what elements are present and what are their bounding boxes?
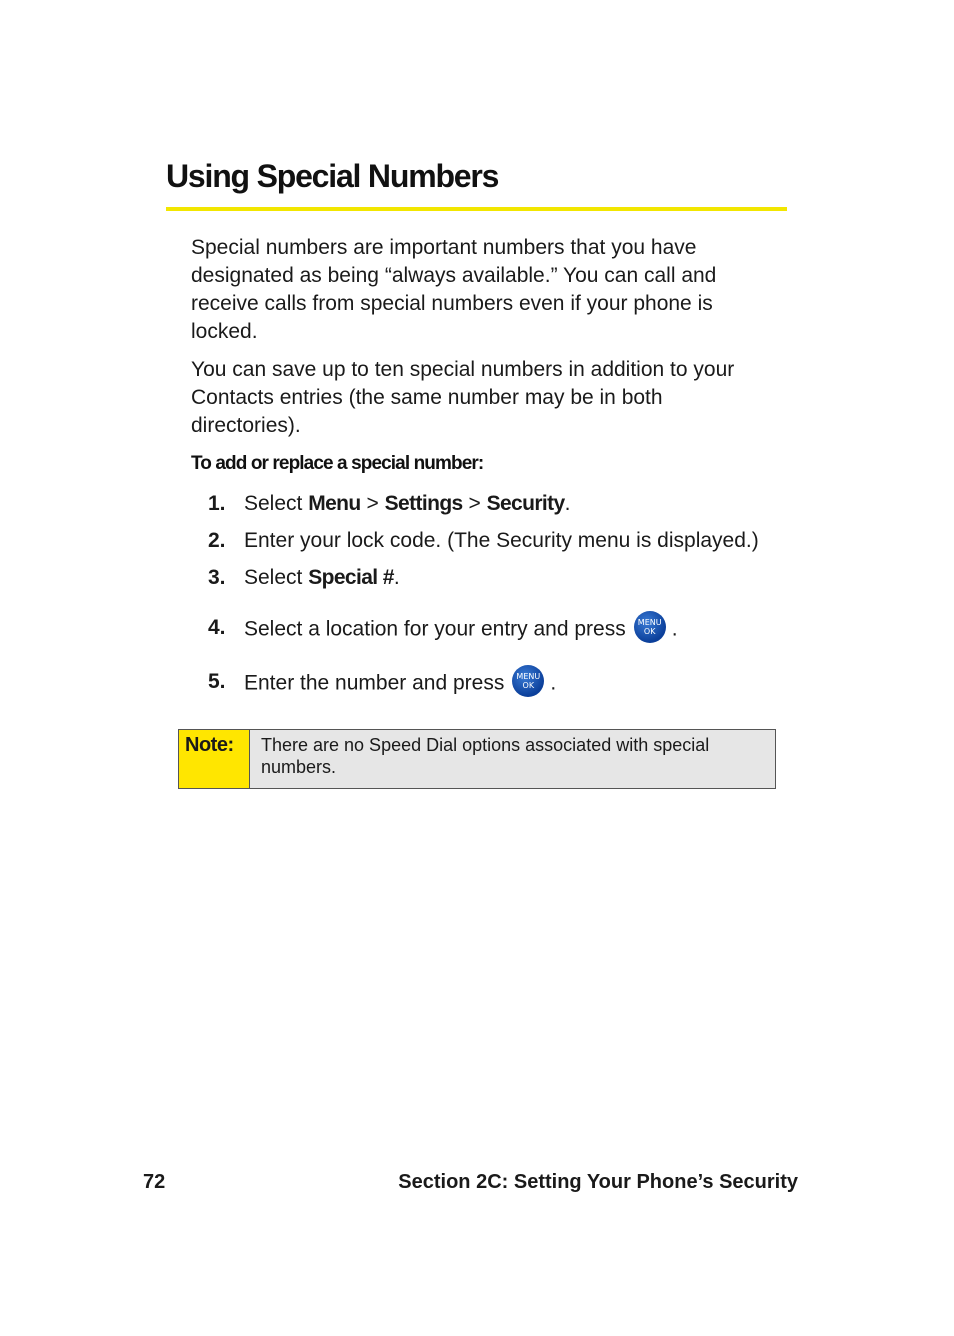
step-text-main: Select a location for your entry and press [244, 617, 626, 641]
period: . [671, 617, 678, 641]
step-number: 4. [208, 616, 226, 639]
section-title: Section 2C: Setting Your Phone’s Security [398, 1171, 798, 1193]
step-number: 3. [208, 566, 226, 589]
page-number: 72 [143, 1171, 166, 1193]
step-text [244, 614, 678, 646]
special-label: Special # [308, 566, 394, 589]
procedure-heading: To add or replace a special number: [191, 453, 484, 474]
step-text [244, 490, 570, 518]
menu-label: Menu [308, 492, 361, 515]
title-underline [166, 207, 787, 211]
step-text-pre: Select [244, 492, 309, 515]
key-line-2: OK [522, 681, 535, 690]
step-number: 1. [208, 492, 226, 515]
step-text: Enter your lock code. (The Security menu is displayed.) [244, 529, 759, 552]
key-line-1: MENU [516, 672, 541, 681]
note-text: There are no Speed Dial options associated with special numbers. [250, 730, 775, 788]
intro-paragraph: Special numbers are important numbers that you have designated as being “always available.” You can call and receive calls from special numbers even if your phone is locked. [191, 236, 717, 343]
note-label: Note: [179, 730, 250, 788]
key-line-1: MENU [637, 618, 662, 627]
settings-label: Settings [384, 492, 463, 515]
step-number: 2. [208, 529, 226, 552]
note-box [178, 729, 776, 789]
page-title: Using Special Numbers [166, 158, 499, 194]
separator: > [360, 492, 385, 515]
step-text-pre: Select [244, 566, 309, 589]
limit-paragraph: You can save up to ten special numbers in addition to your Contacts entries (the same number may be in both directories). [191, 358, 735, 437]
key-line-2: OK [643, 627, 656, 636]
menu-ok-key-icon [512, 665, 544, 697]
period: . [564, 492, 571, 515]
step-number: 5. [208, 670, 226, 693]
period: . [393, 566, 400, 589]
security-label: Security [486, 492, 565, 515]
step-text [244, 564, 400, 592]
step-text [244, 668, 556, 700]
separator: > [462, 492, 487, 515]
menu-ok-key-icon [634, 611, 666, 643]
step-text-main: Enter the number and press [244, 671, 505, 695]
period: . [550, 671, 557, 695]
